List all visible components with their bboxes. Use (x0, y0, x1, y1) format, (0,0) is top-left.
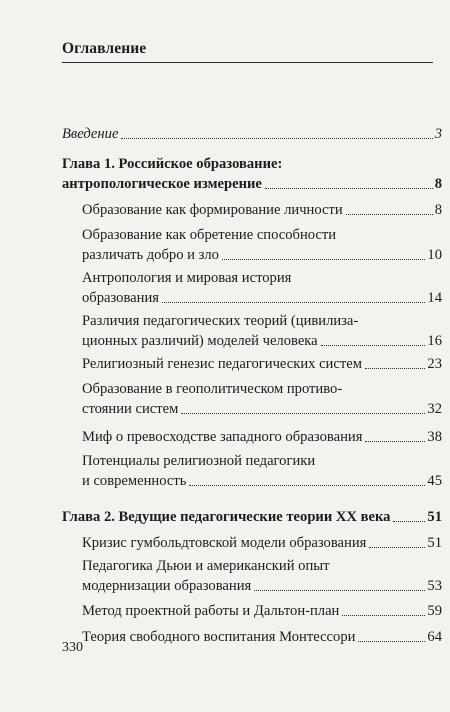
dot-leader (342, 615, 425, 616)
entry-title-line: Кризис гумбольдтовской модели образования (82, 535, 367, 551)
entry-title-line: Глава 1. Российское образование: (62, 156, 283, 172)
toc-section-entry (82, 379, 442, 419)
entry-page-number: 8 (434, 202, 442, 218)
entry-title-line: ционных различий) моделей человека (82, 333, 318, 349)
dot-leader (265, 188, 433, 189)
dot-leader (189, 485, 425, 486)
entry-title-line: образования (82, 290, 159, 306)
entry-title-line: Образование как формирование личности (82, 202, 343, 218)
dot-leader (254, 590, 425, 591)
entry-page-number: 51 (427, 509, 442, 525)
entry-title-line: Введение (62, 126, 119, 142)
dot-leader (393, 521, 425, 522)
dot-leader (365, 441, 425, 442)
dot-leader (346, 214, 433, 215)
dot-leader (121, 138, 432, 139)
entry-page-number: 3 (434, 126, 442, 142)
entry-title-line: Метод проектной работы и Дальтон-план (82, 603, 340, 619)
entry-title-line: Образование в геополитическом противо- (82, 381, 343, 397)
toc-section-entry (82, 268, 442, 308)
dot-leader (321, 345, 426, 346)
toc-section-entry (82, 451, 442, 491)
entry-title-line: Антропология и мировая история (82, 270, 292, 286)
toc-section-entry (82, 533, 442, 553)
dot-leader (369, 547, 425, 548)
entry-title-line: Различия педагогических теорий (цивилиза- (82, 313, 359, 329)
entry-title-line: Потенциалы религиозной педагогики (82, 453, 316, 469)
entry-page-number: 16 (427, 333, 442, 349)
entry-page-number: 53 (427, 578, 442, 594)
dot-leader (162, 302, 425, 303)
entry-page-number: 32 (427, 401, 442, 417)
heading-underline (62, 62, 433, 63)
toc-heading: Оглавление (62, 40, 147, 57)
entry-page-number: 10 (427, 247, 442, 263)
dot-leader (358, 641, 425, 642)
toc-section-entry (82, 225, 442, 265)
entry-page-number: 51 (427, 535, 442, 551)
toc-section-entry (82, 311, 442, 351)
entry-title-line: стоянии систем (82, 401, 179, 417)
toc-chapter-entry (62, 154, 442, 194)
entry-page-number: 64 (427, 629, 442, 645)
entry-page-number: 45 (427, 473, 442, 489)
entry-title-line: Религиозный генезис педагогических систем (82, 356, 362, 372)
entry-title-line: Миф о превосходстве западного образования (82, 429, 363, 445)
toc-section-entry (82, 601, 442, 621)
entry-title-line: Теория свободного воспитания Монтессори (82, 629, 356, 645)
entry-page-number: 59 (427, 603, 442, 619)
entry-title-line: различать добро и зло (82, 247, 219, 263)
dot-leader (365, 368, 425, 369)
entry-title-line: антропологическое измерение (62, 176, 262, 192)
page-number: 330 (62, 640, 83, 655)
entry-page-number: 23 (427, 356, 442, 372)
dot-leader (222, 259, 425, 260)
entry-title-line: Образование как обретение способности (82, 227, 337, 243)
toc-section-entry (82, 427, 442, 447)
dot-leader (181, 413, 425, 414)
toc-chapter-entry (62, 507, 442, 527)
entry-page-number: 8 (434, 176, 442, 192)
entry-page-number: 14 (427, 290, 442, 306)
toc-intro-entry (62, 124, 442, 144)
toc-section-entry (82, 627, 442, 647)
entry-title-line: Педагогика Дьюи и американский опыт (82, 558, 330, 574)
toc-section-entry (82, 556, 442, 596)
entry-title-line: модернизации образования (82, 578, 252, 594)
entry-title-line: Глава 2. Ведущие педагогические теории XX века (62, 509, 391, 525)
entry-page-number: 38 (427, 429, 442, 445)
toc-section-entry (82, 354, 442, 374)
toc-section-entry (82, 200, 442, 220)
entry-title-line: и современность (82, 473, 187, 489)
